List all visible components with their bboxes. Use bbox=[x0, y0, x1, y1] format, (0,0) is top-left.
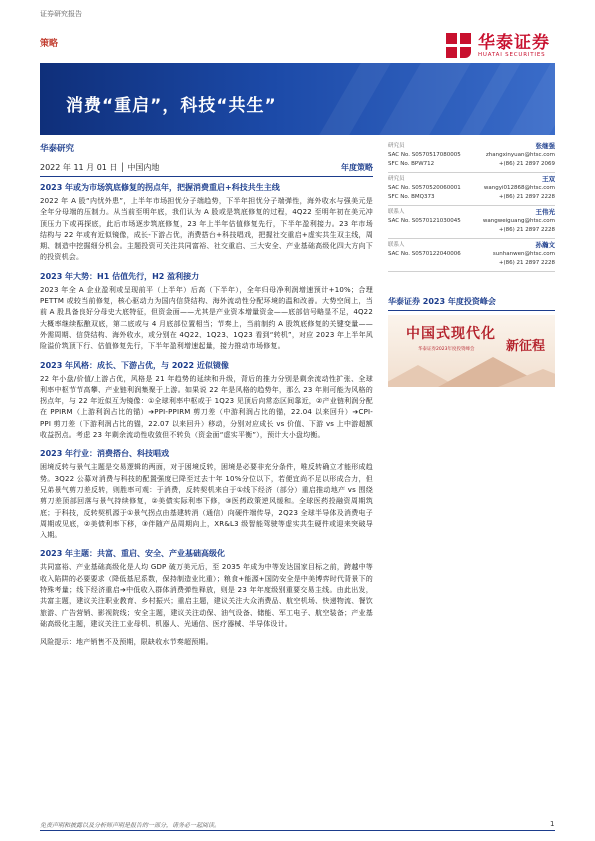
section-title: 2023 年大势：H1 估值先行，H2 盈利接力 bbox=[40, 271, 200, 281]
analyst-email[interactable]: sunhanwen@htsc.com bbox=[492, 251, 555, 257]
analyst-card bbox=[388, 173, 555, 206]
title-banner bbox=[40, 63, 555, 135]
analyst-name: 王双 bbox=[542, 175, 555, 183]
analyst-email[interactable]: wangweiguang@htsc.com bbox=[482, 218, 555, 224]
section-text: 困境反转与景气主题是交易逻辑的两面，对于困境反转，困境是必要非充分条件，唯反转确立才能形成趋势。3Q22 公募对消费与科技的配置强度已降至过去十年 10%分位以下，若便宜尚不足以形成合力，但兄弟景气剪刀差反转，则胜率可观：于消费，反转契机来自于①线下经济（部分）重启推动地产 vs 围绕剪刀差顶部回落与景气持续修复，②美债实际利率下修，③医药政策逆风缓和。全球医药投融资周期筑底；于科技，反转契机源于①景气拐点由基建转消（通信）向硬件端传导，2Q23 全球半导体及消费电子周期或见底，②美债利率下移，③伴随产品周期向上，XR&L3 级智能驾驶等虚实共生硬件或迎来突破导入期。 bbox=[40, 463, 373, 540]
section-text: 22 年小盘/价值/上游占优，风格是 21 年趋势的延续和升级，背后的推力分别是剩余流动性扩张、全球利率中枢节节高攀、产业链利润集聚于上游。如果说 22 年是风格的趋势年，那么 23 年则可能为风格的拐点年，与 22 年近似互为镜像：①全球利率中枢或于 1Q23 见顶后向常态区间靠近，②产业链利润分配在 PPIRM（上游利润占比的锚）➔PPI-PPIRM 剪刀差（中游利润占比的锚，22.04 以来回升）➔CPI-PPI 剪刀差（下游利润占比的锚，22.07 以来回升）移动，分别对应成长 vs 价值、下游 vs 上中游超额收益拐点。考虑 23 年剩余流动性收敛但不转负（资金面“虚实平衡”），预计大小盘均衡。 bbox=[40, 374, 373, 440]
analyst-card bbox=[388, 140, 555, 173]
analyst-sac: SAC No. S0570517080005 bbox=[388, 152, 461, 158]
analyst-role: 联系人 bbox=[388, 242, 405, 248]
dateline bbox=[40, 162, 373, 177]
analyst-name: 王伟光 bbox=[535, 208, 555, 216]
section-text: 2022 年 A 股“内忧外患”，上半年市场担忧分子端趋势，下半年担忧分子端弹性，海外收水与强美元是全年分母端的压制力。从当前至明年底，我们认为 A 股或是筑底修复的过程，4Q22 至明年初在美元冲顶压力下或再探底，此后市场逐步筑底修复，23 年上半年估值修复先行，下半年盈利接力。23 年市场结构与 22 年或有近似镜像，成长-下游占优，消费搭台+科技唱戏，把握社交重启+虚实共生双主线，周期、制造中挖掘细分机会。主题投资可关注共同富裕、社交重启、三大安全、产业基础高级化四大方向下的投资机会。 bbox=[40, 197, 373, 262]
analyst-role: 研究员 bbox=[388, 176, 405, 182]
analyst-email[interactable]: wangyi012868@htsc.com bbox=[483, 185, 555, 191]
footer-divider bbox=[40, 830, 555, 831]
analyst-phone: +(86) 21 2897 2228 bbox=[498, 227, 555, 233]
analyst-name: 张继强 bbox=[535, 142, 555, 150]
report-title: 消费“重启”，科技“共生” bbox=[66, 96, 277, 116]
section-theme bbox=[40, 548, 373, 630]
analyst-sac: SAC No. S0570520060001 bbox=[388, 185, 461, 191]
analyst-sfc: SFC No. BMQ373 bbox=[388, 194, 435, 200]
section-risk bbox=[40, 637, 373, 648]
company-logo bbox=[446, 28, 574, 64]
promo-side-text: 新征程 bbox=[505, 339, 545, 354]
promo-main-text: 中国式现代化 bbox=[406, 326, 496, 342]
doc-type: 年度策略 bbox=[341, 163, 373, 172]
analyst-card bbox=[388, 206, 555, 239]
section-text: 2023 年全 A 企业盈利或呈现前平（上半年）后高（下半年），全年归母净利润增速预计+10%；合理 PETTM 或较当前修复，核心驱动力为国内信贷结构、海外流动性分配环境的温和改善。大势空间上，当前 A 股具备良好分母史大底特征，但资金面——尤其是产业资本增量资金——底部信号略显不足，4Q22 大概率继续酝酿双底，第二底或与 4 月底部位置相当；节奏上，当前制约 A 股筑底修复的关键变量——外需周期、信贷结构、海外收水，或分别在 4Q22、1Q23、1Q23 看到“转机”，对应 2023 年上半年风险溢价筑顶下行、估值修复先行，下半年盈利增速起量，接力推动市场修复。 bbox=[40, 285, 373, 351]
promo-sub-text: 华泰证券2023年度投资峰会 bbox=[418, 347, 475, 352]
analyst-card bbox=[388, 239, 555, 272]
main-content bbox=[40, 182, 373, 656]
logo-name-en: HUATAI SECURITIES bbox=[478, 52, 546, 58]
analyst-role: 联系人 bbox=[388, 209, 405, 215]
risk-warning: 风险提示：地产销售不及预期，限缺收水节奏超预期。 bbox=[40, 638, 213, 647]
analyst-sfc: SFC No. BPW712 bbox=[388, 161, 435, 167]
date-region: 2022 年 11 月 01 日 │ 中国内地 bbox=[40, 163, 160, 172]
analyst-name: 孙瀚文 bbox=[535, 241, 555, 249]
analyst-sac: SAC No. S0570121030045 bbox=[388, 218, 461, 224]
summit-promo-image[interactable] bbox=[388, 315, 555, 387]
section-title: 2023 年行业：消费搭台、科技唱戏 bbox=[40, 449, 170, 459]
analyst-panel bbox=[388, 140, 555, 272]
analyst-phone: +(86) 21 2897 2228 bbox=[498, 260, 555, 266]
analyst-phone: +(86) 21 2897 2069 bbox=[498, 161, 555, 167]
logo-mark-icon bbox=[446, 33, 472, 59]
page-number: 1 bbox=[550, 820, 555, 828]
logo-name-cn: 华泰证券 bbox=[478, 33, 550, 53]
research-label: 华泰研究 bbox=[40, 144, 75, 154]
section-title: 2023 年风格：成长、下游占优，与 2022 近似镜像 bbox=[40, 360, 229, 370]
category-label: 策略 bbox=[40, 39, 59, 49]
analyst-email[interactable]: zhangxinyuan@htsc.com bbox=[485, 152, 555, 158]
analyst-phone: +(86) 21 2897 2228 bbox=[498, 194, 555, 200]
analyst-role: 研究员 bbox=[388, 143, 405, 149]
analyst-sac: SAC No. S0570122040006 bbox=[388, 251, 461, 257]
section-text: 共同富裕、产业基础高级化是人均 GDP 破万美元后，至 2035 年成为中等发达国家目标之前，跨越中等收入陷阱的必要要求（降低基尼系数，保持制造业比重）；粮食+能源+国防安全是中美博弈时代背景下的特殊考量；线下经济重启➔中低收入群体消费弹性释放，则是 23 年年度级别重要交易主线。由此出发，共富主题，建议关注职业教育、乡村振兴；重启主题，建议关注大众消费品、航空机场、快递物流、餐饮旅游、广告营销、影视院线；安全主题，建议关注动保、油气设备、储能、军工电子、航空装备；产业基础高级化主题，建议关注工业母机、机器人、光通信、医疗器械、半导体设计。 bbox=[40, 563, 373, 628]
report-type-label: 证券研究报告 bbox=[40, 10, 82, 18]
section-title: 2023 年主题：共富、重启、安全、产业基础高级化 bbox=[40, 549, 226, 559]
promo-title: 华泰证券 2023 年度投资峰会 bbox=[388, 296, 555, 311]
section-market bbox=[40, 271, 373, 353]
section-industry bbox=[40, 448, 373, 541]
disclaimer: 免责声明和披露以及分析师声明是报告的一部分，请务必一起阅读。 bbox=[40, 822, 221, 829]
section-outlook bbox=[40, 182, 373, 264]
section-title: 2023 年或为市场筑底修复的拐点年，把握消费重启+科技共生主线 bbox=[40, 183, 280, 192]
section-style bbox=[40, 360, 373, 442]
